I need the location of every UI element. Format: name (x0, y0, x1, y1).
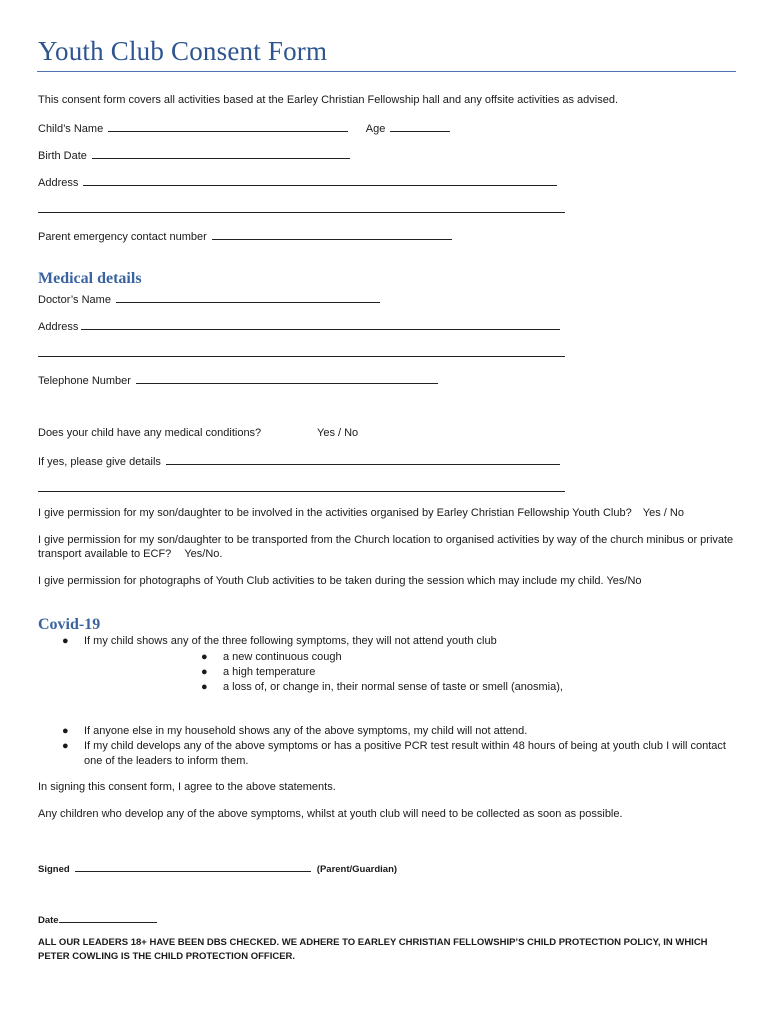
medical-heading: Medical details (38, 270, 142, 287)
bullet-icon: ● (62, 635, 69, 647)
covid-heading: Covid-19 (38, 616, 101, 633)
intro-text: This consent form covers all activities based at the Earley Christian Fellowship hall and any offsite activities as advised. (38, 94, 619, 106)
birth-date-label: Birth Date (38, 150, 87, 162)
details-row-2 (38, 480, 565, 496)
bullet-icon: ● (201, 666, 208, 678)
bullet-icon: ● (62, 740, 69, 752)
details-label: If yes, please give details (38, 456, 161, 468)
birth-date-field[interactable] (92, 147, 350, 159)
address-field-line1[interactable] (83, 174, 557, 186)
date-field[interactable] (59, 911, 157, 923)
details-row (38, 453, 560, 469)
covid-bullet-3: If my child develops any of the above symptoms or has a positive PCR test result within 48 hours of being at youth club I will contact one of the leaders to inform them. (84, 740, 726, 767)
childs-name-row (38, 120, 450, 136)
address-row-2 (38, 201, 565, 217)
telephone-field[interactable] (136, 372, 438, 384)
list-item (201, 665, 721, 680)
symptom-1: a new continuous cough (223, 651, 342, 663)
covid-bullet-2: If anyone else in my household shows any of the above symptoms, my child will not attend. (84, 725, 528, 737)
doctor-address-row-2 (38, 345, 565, 361)
bullet-icon: ● (201, 651, 208, 663)
symptom-2: a high temperature (223, 666, 316, 678)
signed-label: Signed (38, 864, 70, 875)
age-label: Age (365, 123, 386, 135)
doctor-address-field-line2[interactable] (38, 345, 565, 357)
list-item (62, 724, 730, 739)
details-field-line2[interactable] (38, 480, 565, 492)
conditions-question: Does your child have any medical conditions? (38, 427, 262, 439)
permission-transport-options[interactable]: Yes/No. (184, 548, 223, 560)
covid-bullets-bottom (62, 724, 730, 769)
address-row (38, 174, 557, 190)
collect-statement: Any children who develop any of the above symptoms, whilst at youth club will need to be collected as soon as possible. (38, 808, 623, 820)
permission-activities-options[interactable]: Yes / No (642, 507, 684, 519)
title-underline (37, 71, 736, 72)
permission-activities-row (38, 506, 684, 520)
address-label: Address (38, 177, 79, 189)
doctors-name-field[interactable] (116, 291, 380, 303)
conditions-options[interactable]: Yes / No (317, 427, 359, 439)
signature-field[interactable] (75, 860, 311, 872)
permission-transport-text: I give permission for my son/daughter to be transported from the Church location to organised activities by way of the church minibus or private transport available to ECF? (38, 534, 734, 560)
permission-transport-row (38, 533, 738, 561)
bullet-icon: ● (201, 681, 208, 693)
list-item (62, 739, 730, 769)
list-item (201, 680, 721, 695)
parent-contact-row (38, 228, 452, 244)
telephone-row (38, 372, 438, 388)
signed-row (38, 860, 397, 877)
childs-name-field[interactable] (108, 120, 348, 132)
date-label: Date (38, 915, 59, 926)
date-row (38, 911, 157, 928)
signed-suffix: (Parent/Guardian) (316, 864, 398, 875)
birth-date-row (38, 147, 350, 163)
symptom-3: a loss of, or change in, their normal sense of taste or smell (anosmia), (223, 681, 563, 693)
conditions-row (38, 426, 359, 440)
parent-contact-field[interactable] (212, 228, 452, 240)
permission-photos-text: I give permission for photographs of Youth Club activities to be taken during the session which may include my child. Yes/No (38, 575, 642, 587)
doctors-name-row (38, 291, 380, 307)
covid-bullet-1: If my child shows any of the three following symptoms, they will not attend youth club (84, 635, 497, 647)
footer-notice: ALL OUR LEADERS 18+ HAVE BEEN DBS CHECKED. WE ADHERE TO EARLEY CHRISTIAN FELLOWSHIP’S CHILD PROTECTION POLICY, IN WHICH PETER COWLING IS THE CHILD PROTECTION OFFICER. (38, 937, 708, 962)
doctor-address-label: Address (38, 321, 79, 333)
symptoms-list (201, 650, 721, 695)
bullet-icon: ● (62, 725, 69, 737)
list-item (62, 634, 742, 649)
age-field[interactable] (390, 120, 450, 132)
doctors-name-label: Doctor’s Name (38, 294, 111, 306)
doctor-address-field-line1[interactable] (81, 318, 560, 330)
telephone-label: Telephone Number (38, 375, 131, 387)
details-field-line1[interactable] (166, 453, 560, 465)
address-field-line2[interactable] (38, 201, 565, 213)
permission-activities-text: I give permission for my son/daughter to be involved in the activities organised by Earley Christian Fellowship Youth Club? (38, 507, 632, 519)
doctor-address-row (38, 318, 560, 334)
page-title: Youth Club Consent Form (38, 36, 328, 66)
agree-statement: In signing this consent form, I agree to the above statements. (38, 781, 336, 793)
parent-contact-label: Parent emergency contact number (38, 231, 207, 243)
covid-bullets-top (62, 634, 742, 649)
list-item (201, 650, 721, 665)
childs-name-label: Child’s Name (38, 123, 104, 135)
